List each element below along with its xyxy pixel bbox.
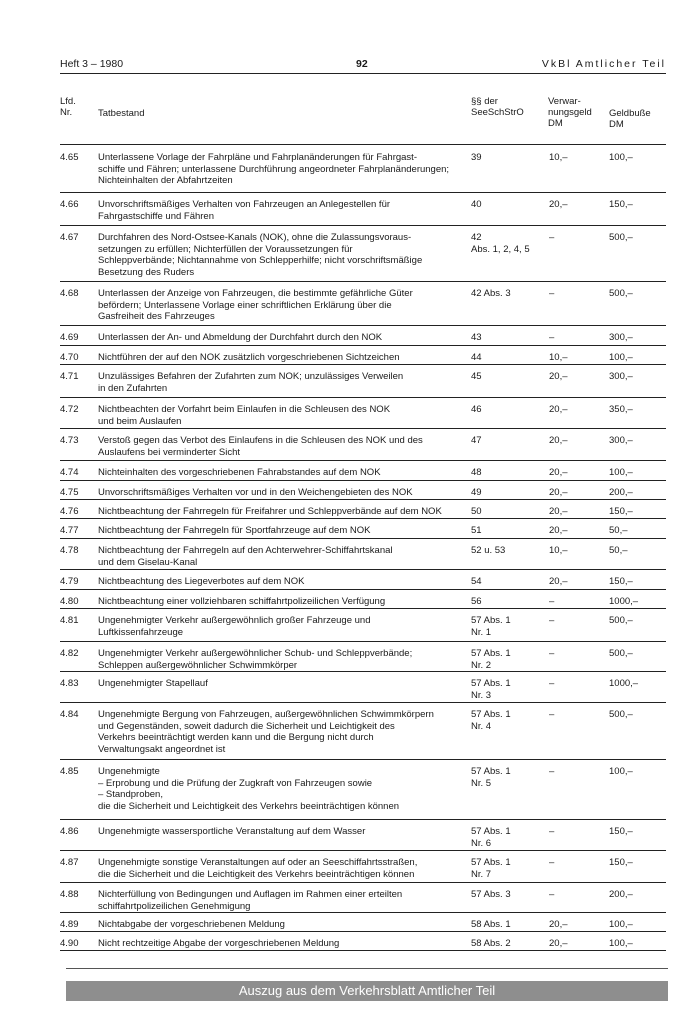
row-offense: Ungenehmigter Verkehr außergewöhnlicher Schub- und Schleppverbände; Schleppen außergewöhnlicher Schwimmkörper [98, 648, 413, 671]
row-warning-fee: – [549, 709, 555, 720]
row-fine: 500,– [609, 232, 633, 243]
row-offense: Unvorschriftsmäßiges Verhalten vor und in den Weichengebieten des NOK [98, 487, 413, 498]
row-offense: Nicht rechtzeitige Abgabe der vorgeschriebenen Meldung [98, 938, 340, 949]
row-offense: Nichterfüllung von Bedingungen und Auflagen im Rahmen einer erteilten schiffahrtpolizeilichen Genehmigung [98, 889, 403, 912]
row-number: 4.65 [60, 152, 79, 163]
row-paragraph: 42 Abs. 3 [471, 288, 511, 299]
row-offense: Ungenehmigte Bergung von Fahrzeugen, außergewöhnlichen Schwimmkörpern und Gegenständen, soweit dadurch die Sicherheit und Leichtigkeit des Verkehrs beeinträchtigt werden kann und die Bergung nicht durch Verwaltungsakt angeordnet ist [98, 709, 434, 755]
row-number: 4.80 [60, 596, 79, 607]
row-offense: Ungenehmigte wassersportliche Veranstaltung auf dem Wasser [98, 826, 366, 837]
row-fine: 100,– [609, 467, 633, 478]
row-paragraph: 40 [471, 199, 482, 210]
table-row [60, 346, 666, 365]
row-fine: 300,– [609, 371, 633, 382]
row-number: 4.75 [60, 487, 79, 498]
row-paragraph: 44 [471, 352, 482, 363]
row-number: 4.88 [60, 889, 79, 900]
row-warning-fee: – [549, 766, 555, 777]
row-fine: 50,– [609, 525, 628, 536]
row-number: 4.87 [60, 857, 79, 868]
table-header [60, 96, 666, 142]
row-offense: Nichtabgabe der vorgeschriebenen Meldung [98, 919, 285, 930]
table-row [60, 365, 666, 398]
row-offense: Nichtbeachtung der Fahrregeln auf den Achterwehrer-Schiffahrtskanal und dem Giselau-Kanal [98, 545, 393, 568]
row-paragraph: 54 [471, 576, 482, 587]
row-paragraph: 42 Abs. 1, 2, 4, 5 [471, 232, 530, 255]
row-warning-fee: 20,– [549, 506, 568, 517]
row-offense: Nichtführen der auf den NOK zusätzlich vorgeschriebenen Sichtzeichen [98, 352, 400, 363]
row-offense: Nichtbeachten der Vorfahrt beim Einlaufen in die Schleusen des NOK und beim Auslaufen [98, 404, 391, 427]
row-paragraph: 58 Abs. 1 [471, 919, 511, 930]
table-row [60, 642, 666, 672]
row-fine: 100,– [609, 766, 633, 777]
page-header [60, 58, 666, 74]
row-offense: Nichtbeachtung einer vollziehbaren schiffahrtpolizeilichen Verfügung [98, 596, 386, 607]
row-warning-fee: – [549, 857, 555, 868]
table-row [60, 226, 666, 282]
row-number: 4.74 [60, 467, 79, 478]
row-offense: Unvorschriftsmäßiges Verhalten von Fahrzeugen an Anlegestellen für Fahrgastschiffe und Fähren [98, 199, 391, 222]
footer-divider [66, 968, 668, 969]
row-warning-fee: 20,– [549, 467, 568, 478]
column-header-geldbusse: Geldbuße DM [609, 108, 651, 130]
row-paragraph: 57 Abs. 1 Nr. 6 [471, 826, 511, 849]
row-fine: 100,– [609, 938, 633, 949]
table-row [60, 609, 666, 642]
table-row [60, 398, 666, 429]
row-number: 4.76 [60, 506, 79, 517]
row-paragraph: 57 Abs. 1 Nr. 7 [471, 857, 511, 880]
row-fine: 150,– [609, 826, 633, 837]
row-offense: Unterlassen der Anzeige von Fahrzeugen, die bestimmte gefährliche Güter befördern; Unterlassene Vorlage einer schriftlichen Erklärung über die Gasfreiheit des Fahrzeuges [98, 288, 413, 322]
row-number: 4.72 [60, 404, 79, 415]
row-offense: Unterlassene Vorlage der Fahrpläne und Fahrplanänderungen für Fahrgast- schiffe und Fähren; unterlassene Durchführung angeordneter Fahrplanänderungen; Nichteinhalten der Abfahrtzeiten [98, 152, 450, 186]
row-fine: 50,– [609, 545, 628, 556]
row-fine: 300,– [609, 332, 633, 343]
row-warning-fee: – [549, 288, 555, 299]
table-row [60, 820, 666, 851]
row-warning-fee: 20,– [549, 919, 568, 930]
table-row [60, 539, 666, 570]
row-paragraph: 47 [471, 435, 482, 446]
row-paragraph: 57 Abs. 1 Nr. 5 [471, 766, 511, 789]
row-fine: 100,– [609, 152, 633, 163]
table-row [60, 760, 666, 820]
table-row [60, 193, 666, 226]
row-offense: Unzulässiges Befahren der Zufahrten zum NOK; unzulässiges Verweilen in den Zufahrten [98, 371, 404, 394]
row-paragraph: 57 Abs. 1 Nr. 1 [471, 615, 511, 638]
row-warning-fee: – [549, 889, 555, 900]
row-number: 4.84 [60, 709, 79, 720]
row-offense: Verstoß gegen das Verbot des Einlaufens in die Schleusen des NOK und des Auslaufens bei verminderter Sicht [98, 435, 423, 458]
table-row [60, 913, 666, 932]
row-offense: Ungenehmigte – Erprobung und die Prüfung der Zugkraft von Fahrzeugen sowie – Standproben, die die Sicherheit und Leichtigkeit des Verkehrs beeinträchtigen können [98, 766, 400, 812]
fine-table [60, 146, 666, 951]
row-warning-fee: 20,– [549, 525, 568, 536]
table-header-divider [60, 144, 666, 145]
page-number: 92 [356, 58, 368, 70]
row-paragraph: 46 [471, 404, 482, 415]
table-row [60, 590, 666, 609]
table-row [60, 326, 666, 346]
row-warning-fee: – [549, 332, 555, 343]
row-offense: Ungenehmigter Stapellauf [98, 678, 208, 689]
table-row [60, 570, 666, 590]
row-fine: 300,– [609, 435, 633, 446]
row-offense: Nichtbeachtung des Liegeverbotes auf dem NOK [98, 576, 305, 587]
row-offense: Unterlassen der An- und Abmeldung der Durchfahrt durch den NOK [98, 332, 383, 343]
row-fine: 1000,– [609, 596, 639, 607]
row-paragraph: 45 [471, 371, 482, 382]
row-number: 4.82 [60, 648, 79, 659]
row-number: 4.73 [60, 435, 79, 446]
row-fine: 350,– [609, 404, 633, 415]
row-fine: 100,– [609, 919, 633, 930]
row-warning-fee: – [549, 648, 555, 659]
row-fine: 1000,– [609, 678, 639, 689]
row-offense: Nichteinhalten des vorgeschriebenen Fahrabstandes auf dem NOK [98, 467, 381, 478]
table-row [60, 672, 666, 703]
row-warning-fee: – [549, 596, 555, 607]
row-warning-fee: – [549, 678, 555, 689]
row-number: 4.86 [60, 826, 79, 837]
table-row [60, 851, 666, 883]
row-number: 4.68 [60, 288, 79, 299]
table-row [60, 429, 666, 461]
row-number: 4.83 [60, 678, 79, 689]
row-warning-fee: 20,– [549, 404, 568, 415]
row-warning-fee: 20,– [549, 199, 568, 210]
column-header-verwarnungsgeld: Verwar- nungsgeld DM [548, 96, 592, 129]
row-paragraph: 57 Abs. 1 Nr. 3 [471, 678, 511, 701]
row-paragraph: 51 [471, 525, 482, 536]
row-fine: 150,– [609, 199, 633, 210]
column-header-paragraph: §§ der SeeSchStrO [471, 96, 524, 118]
table-row [60, 500, 666, 519]
row-paragraph: 48 [471, 467, 482, 478]
row-offense: Ungenehmigte sonstige Veranstaltungen auf oder an Seeschiffahrtsstraßen, die die Sicherheit und die Leichtigkeit des Verkehrs beeinträchtigen können [98, 857, 418, 880]
row-warning-fee: 10,– [549, 545, 568, 556]
row-number: 4.78 [60, 545, 79, 556]
row-paragraph: 49 [471, 487, 482, 498]
row-warning-fee: – [549, 826, 555, 837]
table-row [60, 703, 666, 760]
row-fine: 500,– [609, 615, 633, 626]
row-fine: 200,– [609, 487, 633, 498]
row-fine: 150,– [609, 857, 633, 868]
row-number: 4.70 [60, 352, 79, 363]
row-paragraph: 57 Abs. 1 Nr. 2 [471, 648, 511, 671]
row-warning-fee: 10,– [549, 352, 568, 363]
row-paragraph: 58 Abs. 2 [471, 938, 511, 949]
table-row [60, 146, 666, 193]
row-paragraph: 56 [471, 596, 482, 607]
table-row [60, 461, 666, 481]
column-header-nr: Lfd. Nr. [60, 96, 76, 118]
row-number: 4.69 [60, 332, 79, 343]
row-offense: Nichtbeachtung der Fahrregeln für Sportfahrzeuge auf dem NOK [98, 525, 371, 536]
table-row [60, 282, 666, 326]
row-number: 4.89 [60, 919, 79, 930]
table-row [60, 883, 666, 913]
row-fine: 500,– [609, 648, 633, 659]
row-paragraph: 52 u. 53 [471, 545, 506, 556]
row-number: 4.90 [60, 938, 79, 949]
issue-label: Heft 3 – 1980 [60, 58, 124, 70]
row-warning-fee: 10,– [549, 152, 568, 163]
row-fine: 200,– [609, 889, 633, 900]
row-fine: 500,– [609, 288, 633, 299]
footer-banner: Auszug aus dem Verkehrsblatt Amtlicher Teil [66, 981, 668, 1001]
row-paragraph: 50 [471, 506, 482, 517]
row-paragraph: 39 [471, 152, 482, 163]
row-fine: 150,– [609, 506, 633, 517]
row-paragraph: 57 Abs. 1 Nr. 4 [471, 709, 511, 732]
row-paragraph: 43 [471, 332, 482, 343]
row-warning-fee: 20,– [549, 435, 568, 446]
table-row [60, 481, 666, 500]
row-warning-fee: 20,– [549, 371, 568, 382]
row-fine: 150,– [609, 576, 633, 587]
row-offense: Nichtbeachtung der Fahrregeln für Freifahrer und Schleppverbände auf dem NOK [98, 506, 442, 517]
row-warning-fee: 20,– [549, 487, 568, 498]
publication-title: VkBl Amtlicher Teil [541, 58, 666, 70]
row-fine: 100,– [609, 352, 633, 363]
row-offense: Durchfahren des Nord-Ostsee-Kanals (NOK), ohne die Zulassungsvoraus- setzungen zu erfüllen; Nichterfüllen der Voraussetzungen für Schleppverbände; Nichtannahme von Schlepperhilfe; nicht vorschriftsmäßige Besetzung des Ruders [98, 232, 423, 278]
table-row [60, 932, 666, 951]
row-number: 4.81 [60, 615, 79, 626]
row-number: 4.79 [60, 576, 79, 587]
row-number: 4.67 [60, 232, 79, 243]
row-paragraph: 57 Abs. 3 [471, 889, 511, 900]
row-offense: Ungenehmigter Verkehr außergewöhnlich großer Fahrzeuge und Luftkissenfahrzeuge [98, 615, 371, 638]
table-row [60, 519, 666, 539]
row-warning-fee: – [549, 232, 555, 243]
row-number: 4.77 [60, 525, 79, 536]
row-warning-fee: 20,– [549, 938, 568, 949]
row-fine: 500,– [609, 709, 633, 720]
row-number: 4.71 [60, 371, 79, 382]
header-divider [60, 73, 666, 74]
row-number: 4.85 [60, 766, 79, 777]
column-header-tatbestand: Tatbestand [98, 108, 145, 119]
row-warning-fee: 20,– [549, 576, 568, 587]
row-warning-fee: – [549, 615, 555, 626]
row-number: 4.66 [60, 199, 79, 210]
